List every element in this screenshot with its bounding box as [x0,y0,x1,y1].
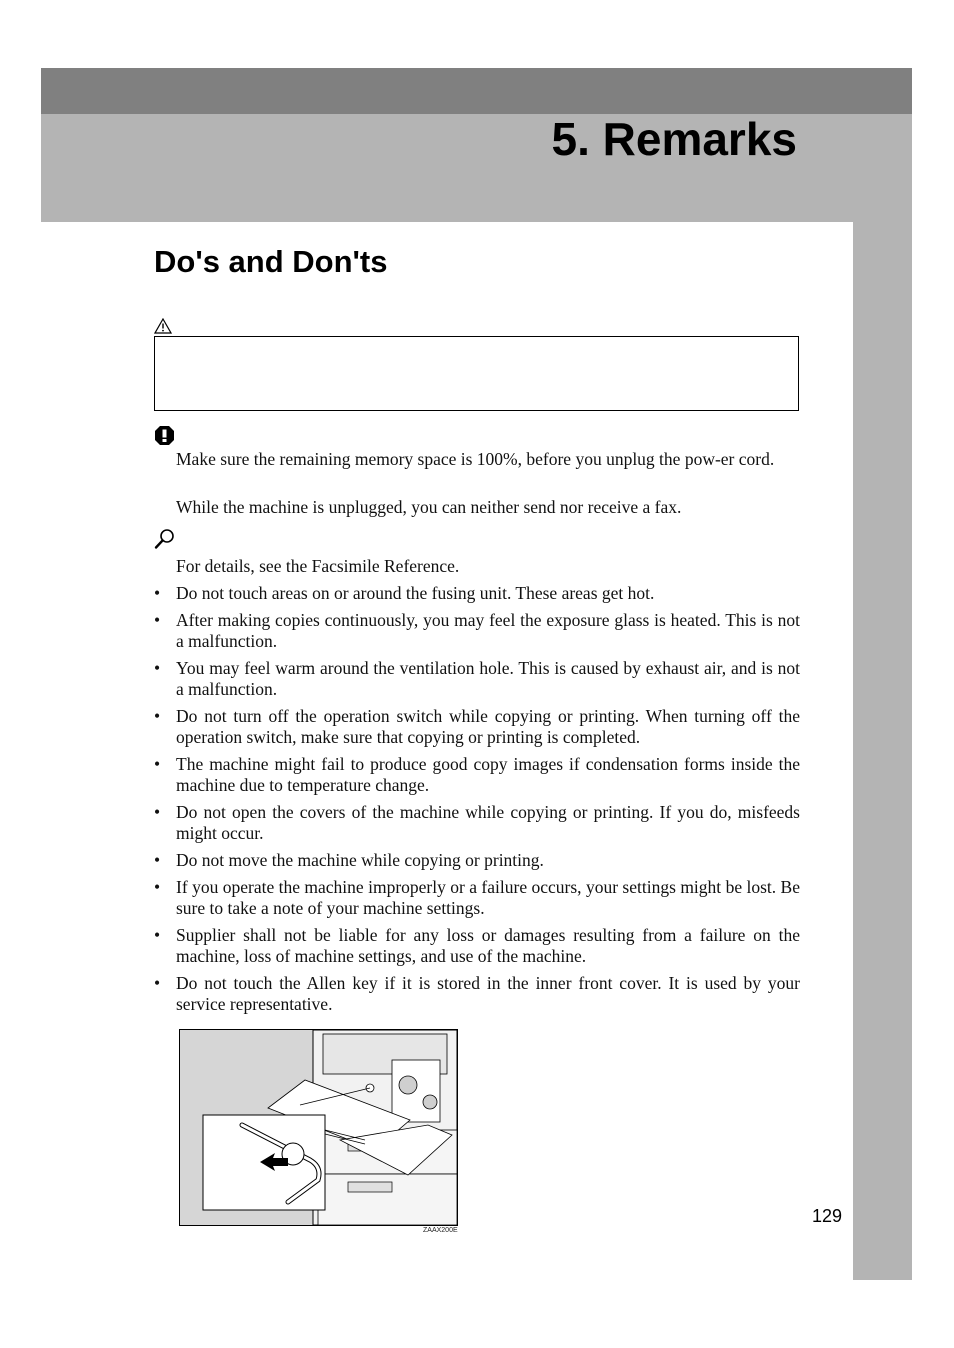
list-item [154,706,800,748]
bullet-marker: • [154,658,161,678]
reference-text: For details, see the Facsimile Reference. [176,556,460,576]
magnifier-icon [154,528,176,550]
list-item-text: Do not move the machine while copying or printing. [176,850,544,870]
important-paragraph-2: While the machine is unplugged, you can neither send nor receive a fax. [176,497,682,517]
list-item [154,877,800,919]
list-item-text: Supplier shall not be liable for any loss or damages resulting from a failure on the machine, loss of machine settings, and use of the machine. [176,925,800,966]
list-item-text: You may feel warm around the ventilation hole. This is caused by exhaust air, and is not a malfunction. [176,658,800,699]
list-item-text: Do not open the covers of the machine while copying or printing. If you do, misfeeds might occur. [176,802,800,843]
list-item [154,925,800,967]
list-item-text: If you operate the machine improperly or a failure occurs, your settings might be lost. Be sure to take a note of your machine settings. [176,877,800,918]
list-item [154,583,800,604]
bullet-marker: • [154,973,161,993]
list-item-text: After making copies continuously, you may feel the exposure glass is heated. This is not a malfunction. [176,610,800,651]
precautions-list [154,583,800,1021]
side-tab-bar [853,222,912,1280]
header-band-dark [41,68,912,114]
list-item [154,754,800,796]
bullet-marker: • [154,754,161,774]
list-item-text: Do not turn off the operation switch while copying or printing. When turning off the operation switch, make sure that copying or printing is completed. [176,706,800,747]
machine-interior-drawing [180,1030,457,1225]
section-title: Do's and Don'ts [154,244,388,279]
list-item-text: Do not touch the Allen key if it is stored in the inner front cover. It is used by your service representative. [176,973,800,1014]
list-item [154,610,800,652]
caution-triangle-icon [154,318,172,334]
list-item [154,973,800,1015]
bullet-marker: • [154,802,161,822]
bullet-marker: • [154,850,161,870]
bullet-marker: • [154,925,161,945]
list-item [154,802,800,844]
list-item [154,850,800,871]
important-icon [154,425,175,446]
list-item-text: The machine might fail to produce good copy images if condensation forms inside the machine due to temperature change. [176,754,800,795]
bullet-marker: • [154,610,161,630]
bullet-marker: • [154,877,161,897]
page-number: 129 [812,1206,843,1226]
chapter-title: 5. Remarks [551,113,797,165]
bullet-marker: • [154,583,161,603]
important-paragraph-1: Make sure the remaining memory space is 100%, before you unplug the pow-er cord. [176,449,775,469]
figure-code: ZAAX200E [423,1227,458,1234]
allen-key-illustration [179,1029,458,1226]
caution-box [154,336,799,411]
list-item [154,658,800,700]
list-item-text: Do not touch areas on or around the fusing unit. These areas get hot. [176,583,655,603]
bullet-marker: • [154,706,161,726]
